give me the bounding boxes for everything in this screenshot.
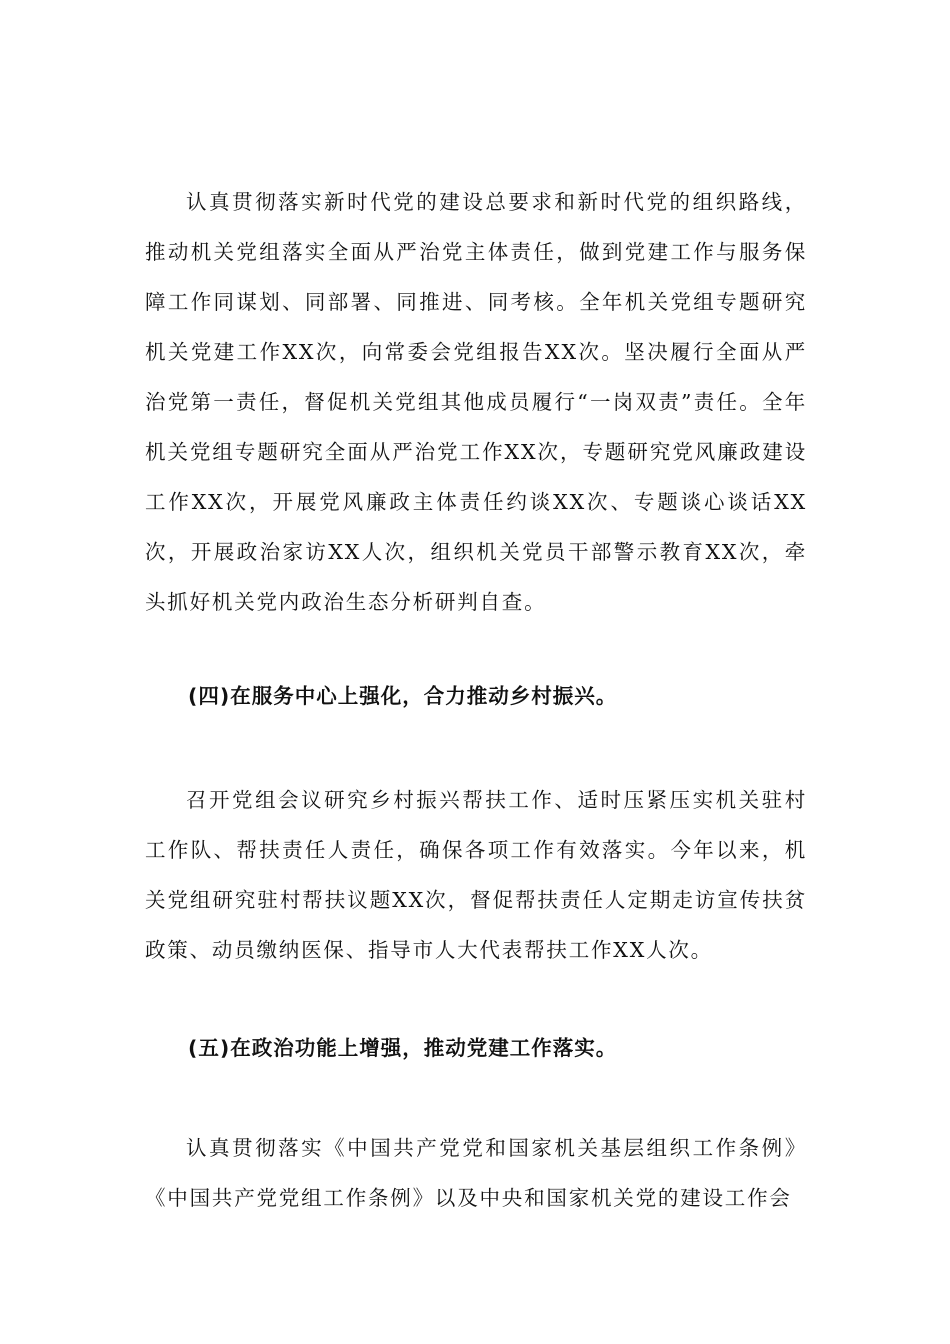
- body-paragraph-rural-revitalization: 召开党组会议研究乡村振兴帮扶工作、适时压紧压实机关驻村工作队、帮扶责任人责任，确保各项工作有效落实。今年以来，机关党组研究驻村帮扶议题XX次，督促帮扶责任人定期走访宣传扶贫政策、动员缴纳医保、指导市人大代表帮扶工作XX人次。: [145, 788, 807, 962]
- body-paragraph-regulations: 认真贯彻落实《中国共产党党和国家机关基层组织工作条例》《中国共产党党组工作条例》以及中央和国家机关党的建设工作会: [145, 1136, 807, 1210]
- section-heading-rural-revitalization: (四)在服务中心上强化，合力推动乡村振兴。: [188, 684, 618, 708]
- section-heading-political-function: (五)在政治功能上增强，推动党建工作落实。: [188, 1036, 618, 1060]
- body-paragraph-party-building: 认真贯彻落实新时代党的建设总要求和新时代党的组织路线，推动机关党组落实全面从严治党主体责任，做到党建工作与服务保障工作同谋划、同部署、同推进、同考核。全年机关党组专题研究机关党建工作XX次，向常委会党组报告XX次。坚决履行全面从严治党第一责任，督促机关党组其他成员履行“一岗双责”责任。全年机关党组专题研究全面从严治党工作XX次，专题研究党风廉政建设工作XX次，开展党风廉政主体责任约谈XX次、专题谈心谈话XX次，开展政治家访XX人次，组织机关党员干部警示教育XX次，牵头抓好机关党内政治生态分析研判自查。: [145, 190, 807, 614]
